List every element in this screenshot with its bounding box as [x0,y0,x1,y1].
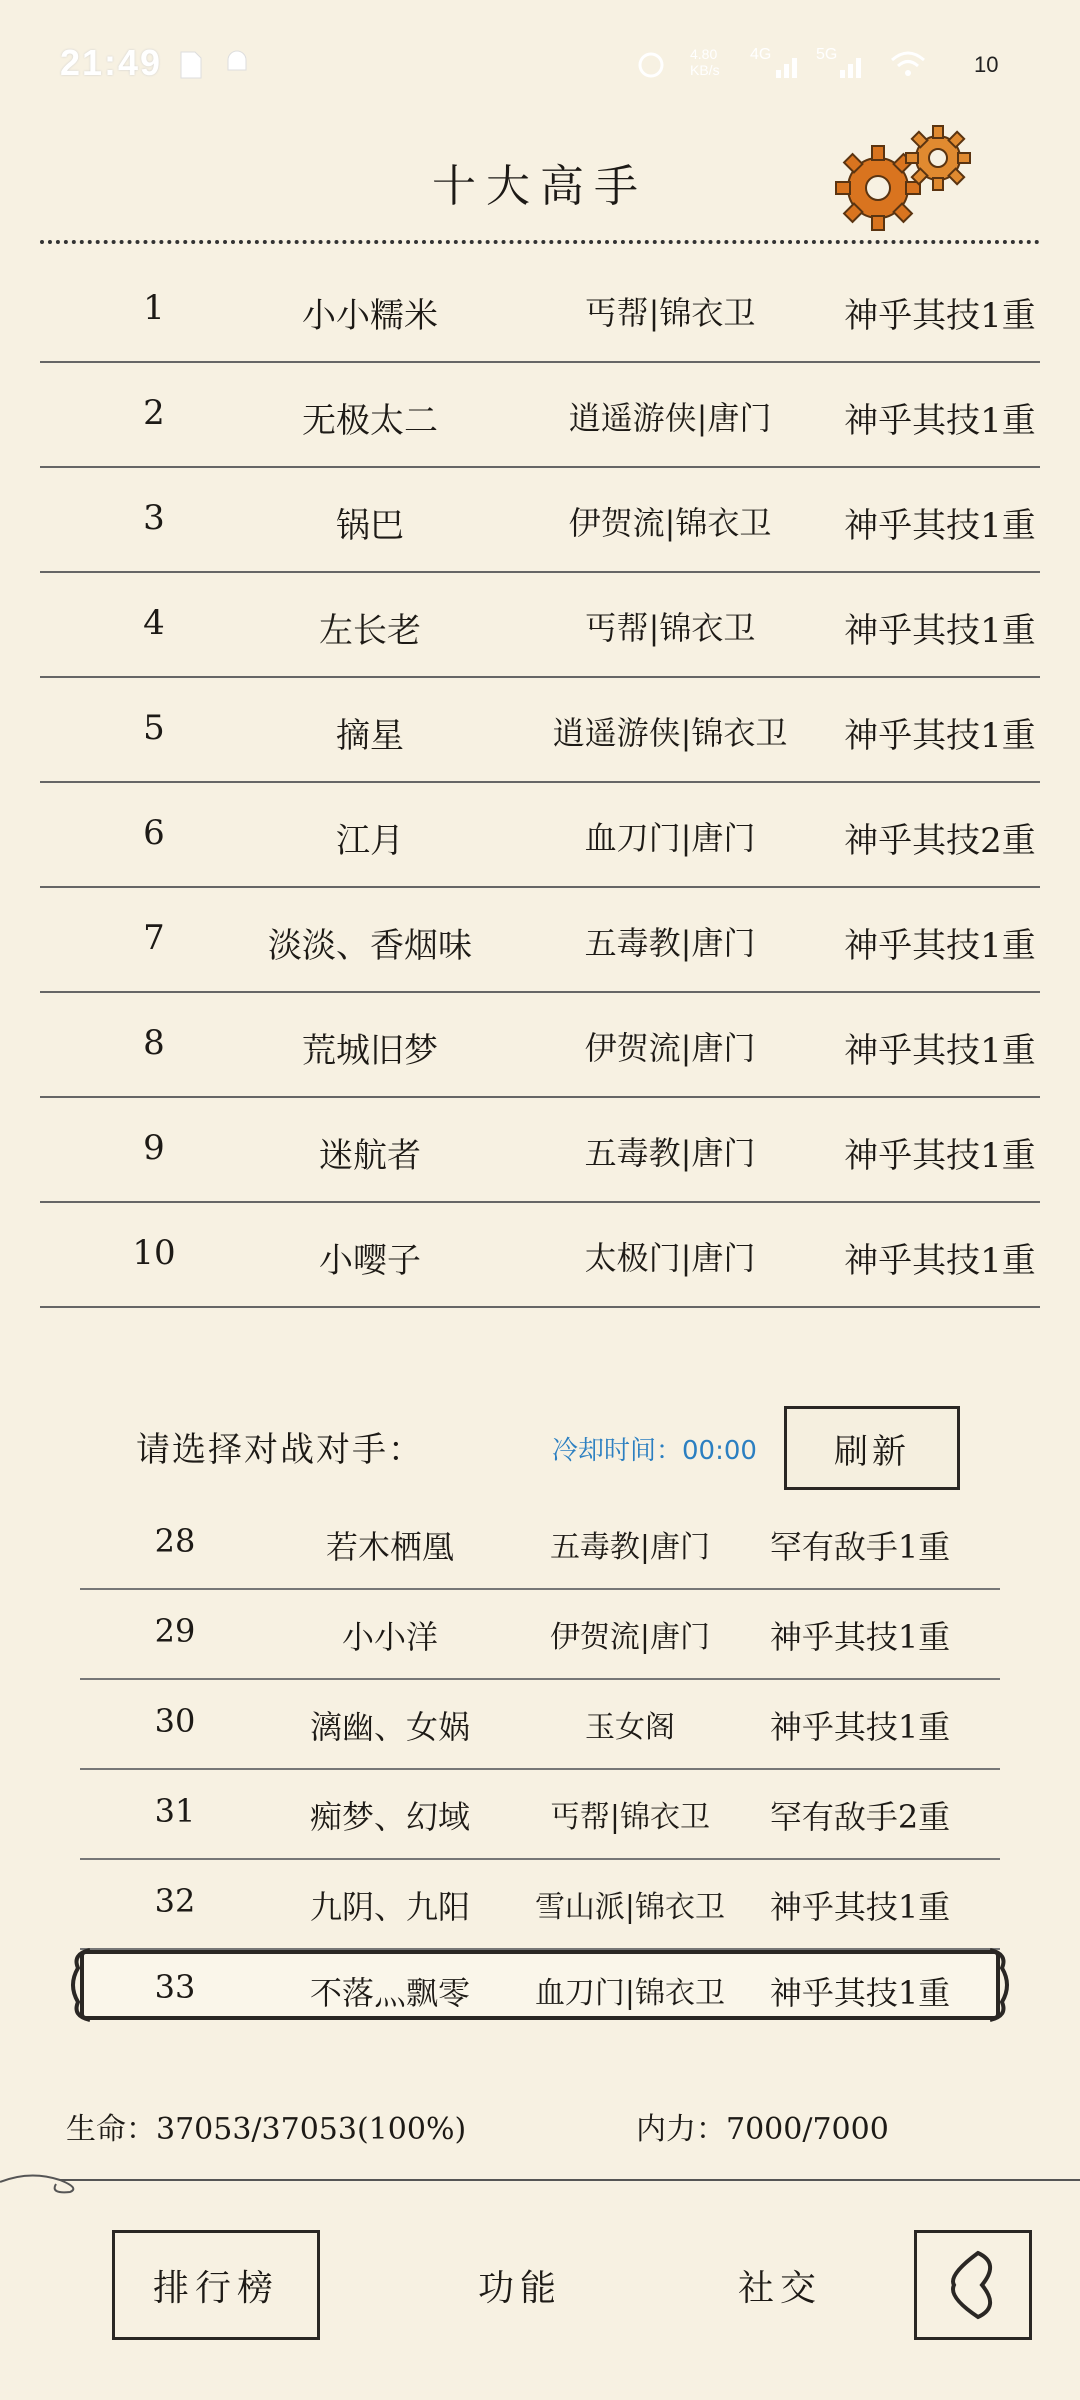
signal-icon-2 [838,48,868,80]
page-title: 十大高手 [432,161,648,212]
choose-opponent-label: 请选择对战对手： [136,1430,424,1470]
sect: 雪山派|锦衣卫 [534,1890,726,1925]
player-name: 左长老 [319,611,421,651]
level: 神乎其技2重 [844,821,1036,861]
rank: 2 [143,393,165,433]
sect: 伊贺流|唐门 [549,1620,711,1655]
status-time: 21:49 [60,42,163,83]
rank: 29 [154,1612,196,1650]
top-row[interactable] [40,573,1040,678]
sect: 血刀门|锦衣卫 [534,1976,726,2011]
level: 罕有敌手1重 [769,1528,951,1566]
rank: 32 [154,1882,196,1920]
level: 神乎其技1重 [844,1031,1036,1071]
player-name: 摘星 [336,716,404,756]
player-name: 无极太二 [302,401,438,441]
mp-stat: 内力：7000/7000 [636,2112,889,2147]
swirl-divider [0,2160,1080,2200]
sim-card-icon [176,48,206,80]
player-name: 淡淡、香烟味 [268,926,472,966]
rank: 3 [143,498,165,538]
level: 神乎其技1重 [844,926,1036,966]
rank: 8 [143,1023,165,1063]
signal-icon [774,48,804,80]
self-row [80,1950,1000,2020]
player-name: 锅巴 [336,506,404,546]
level: 神乎其技1重 [844,1241,1036,1281]
right-bracket-decoration [986,1946,1016,2024]
status-bar [0,0,1080,120]
rank: 30 [154,1702,196,1740]
rank: 5 [143,708,165,748]
player-name: 小小糯米 [302,296,438,336]
sect: 逍遥游侠|唐门 [568,399,772,437]
top-row[interactable] [40,258,1040,363]
player-name: 若木栖凰 [325,1528,454,1566]
rank: 1 [143,288,165,328]
sect: 太极门|唐门 [584,1239,756,1277]
top-row[interactable] [40,1203,1040,1308]
opponent-list [80,1500,1000,1950]
top-row[interactable] [40,888,1040,993]
player-name: 荒城旧梦 [302,1031,438,1071]
net-speed: 4.80 KB/s [690,46,720,78]
sect: 丐帮|锦衣卫 [549,1800,711,1835]
level: 神乎其技1重 [844,401,1036,441]
player-name: 江月 [336,821,404,861]
top-row[interactable] [40,363,1040,468]
rank: 28 [154,1522,196,1560]
opponent-row[interactable] [80,1860,1000,1950]
alarm-icon [636,48,666,80]
bottom-nav [0,2220,1080,2400]
player-name: 迷航者 [319,1136,421,1176]
top-row[interactable] [40,993,1040,1098]
battery-level: 10 [974,52,999,77]
rank: 9 [143,1128,165,1168]
sect: 五毒教|唐门 [584,924,756,962]
back-icon [938,2245,1008,2325]
sect: 五毒教|唐门 [584,1134,756,1172]
level: 神乎其技1重 [769,1708,951,1746]
sect: 伊贺流|锦衣卫 [568,504,772,542]
title-divider [40,240,1040,244]
top-row[interactable] [40,678,1040,783]
player-name: 漓幽、女娲 [309,1708,470,1746]
sect: 丐帮|锦衣卫 [584,294,756,332]
nav-ranking-button[interactable]: 排行榜 [112,2230,320,2340]
level: 神乎其技1重 [844,296,1036,336]
gear-icon[interactable] [830,122,980,242]
opponent-row[interactable] [80,1770,1000,1860]
sect: 伊贺流|唐门 [584,1029,756,1067]
sect: 玉女阁 [585,1710,675,1745]
sect: 五毒教|唐门 [549,1530,711,1565]
nav-function-button[interactable]: 功能 [477,2267,562,2309]
sect: 血刀门|唐门 [584,819,756,857]
rank: 33 [154,1968,196,2006]
rank: 7 [143,918,165,958]
level: 神乎其技1重 [844,716,1036,756]
level: 神乎其技1重 [844,611,1036,651]
refresh-button[interactable]: 刷新 [784,1406,960,1490]
notification-icon [222,48,252,80]
top-row[interactable] [40,468,1040,573]
rank: 4 [143,603,165,643]
top-row[interactable] [40,783,1040,888]
level: 神乎其技1重 [844,1136,1036,1176]
top-ten-list [40,258,1040,1308]
player-name: 九阴、九阳 [309,1888,470,1926]
player-name: 小嘤子 [319,1241,421,1281]
back-button[interactable] [914,2230,1032,2340]
nav-social-button[interactable]: 社交 [737,2267,822,2309]
hp-stat: 生命：37053/37053(100%) [66,2112,467,2147]
cooldown-timer: 冷却时间：00:00 [552,1436,757,1466]
player-name: 不落灬飘零 [309,1974,470,2012]
rank: 31 [154,1792,196,1830]
rank: 10 [132,1233,176,1273]
top-row[interactable] [40,1098,1040,1203]
level: 罕有敌手2重 [769,1798,951,1836]
row-divider [40,1306,1040,1308]
signal-4g: 4G [750,46,772,63]
wifi-icon [890,48,926,80]
rank: 6 [143,813,165,853]
opponent-row[interactable] [80,1680,1000,1770]
level: 神乎其技1重 [844,506,1036,546]
signal-5g: 5G [816,46,838,63]
player-name: 小小洋 [341,1618,438,1656]
level: 神乎其技1重 [769,1618,951,1656]
opponent-row[interactable] [80,1590,1000,1680]
sect: 逍遥游侠|锦衣卫 [552,714,788,752]
player-name: 痴梦、幻域 [309,1798,470,1836]
sect: 丐帮|锦衣卫 [584,609,756,647]
level: 神乎其技1重 [769,1888,951,1926]
level: 神乎其技1重 [769,1974,951,2012]
opponent-row[interactable] [80,1500,1000,1590]
